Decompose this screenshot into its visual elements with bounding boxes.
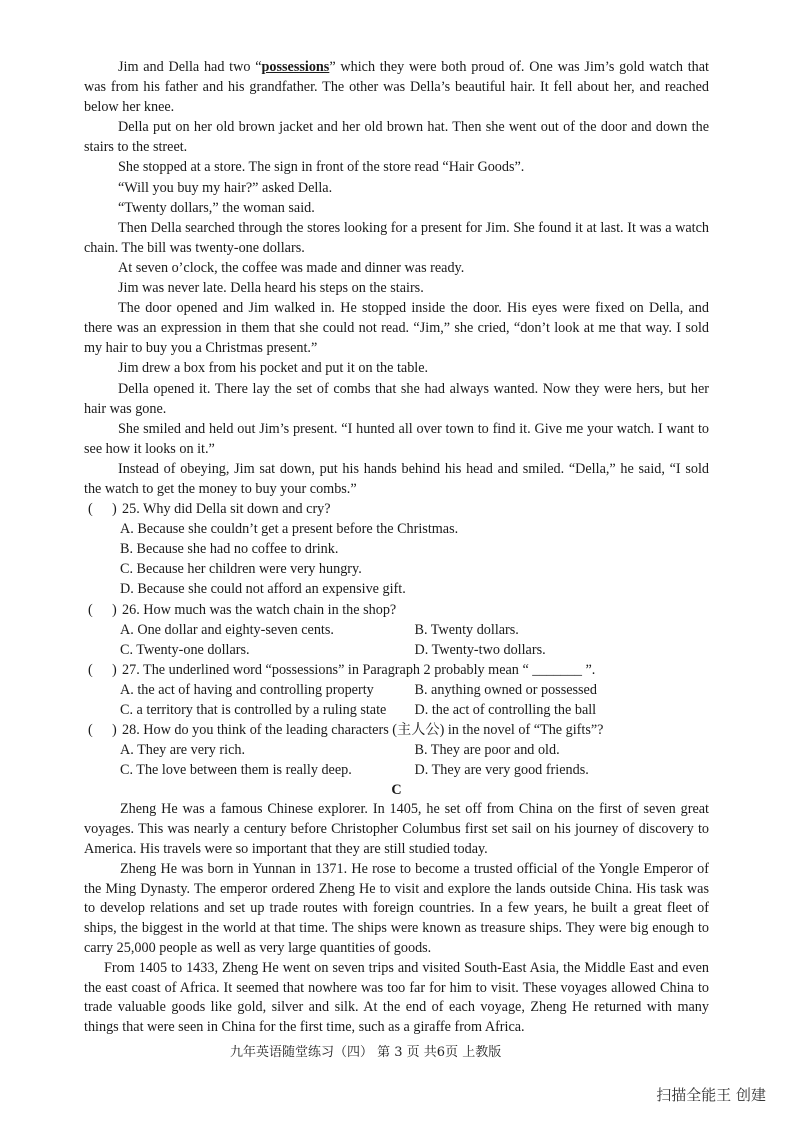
option-c: C. a territory that is controlled by a ruling state [120, 702, 387, 718]
question-stem: 25. Why did Della sit down and cry? [122, 501, 331, 518]
passage-paragraph: Jim drew a box from his pocket and put it on the table. [118, 360, 429, 377]
question-28 [84, 720, 709, 780]
option-c: C. Twenty-one dollars. [120, 641, 250, 658]
option-d: D. Because she could not afford an expensive gift. [120, 581, 406, 598]
reading-b-passage [84, 57, 709, 499]
passage-paragraph: Jim and Della had two “possessions” which they were both proud of. One was Jim’s gold watch that was from his father and his grandfather. The other was Della’s beautiful hair. It fell about her, and reached below her knee. [84, 59, 709, 116]
passage-paragraph: Instead of obeying, Jim sat down, put his hands behind his head and smiled. “Della,” he said, “I sold the watch to get the money to buy your combs.” [84, 460, 709, 497]
option-a: A. Because she couldn’t get a present before the Christmas. [120, 521, 459, 538]
option-c: C. Because her children were very hungry. [120, 561, 362, 578]
option-d: D. Twenty-two dollars. [414, 641, 546, 658]
answer-paren-close: ) [112, 601, 117, 618]
passage-paragraph: Zheng He was born in Yunnan in 1371. He rose to become a trusted official of the Yongle Emperor of the Ming Dynasty. The emperor ordered Zheng He to visit and explore the lands outside China. His task was to develop relations and set up trade routes with foreign countries. In a few years, he built a great fleet of ships, the biggest in the world at that time. The ships were known as treasure ships. They were big enough to carry 25,000 people as well as very large quantities of goods. [84, 860, 709, 957]
option-d: D. They are very good friends. [414, 762, 589, 779]
option-list [84, 620, 709, 660]
passage-paragraph: She stopped at a store. The sign in front of the store read “Hair Goods”. [118, 159, 525, 176]
passage-paragraph: Jim was never late. Della heard his steps on the stairs. [118, 280, 424, 297]
underlined-word: possessions [261, 59, 330, 75]
question-25 [84, 499, 709, 599]
passage-paragraph: The door opened and Jim walked in. He stopped inside the door. His eyes were fixed on Della, and there was an expression in them that she could not read. “Jim,” she cried, “don’t look at me that way. I sold my hair to buy you a Christmas present.” [84, 300, 709, 357]
option-a: A. One dollar and eighty-seven cents. [120, 621, 334, 638]
passage-paragraph: Zheng He was a famous Chinese explorer. In 1405, he set off from China on the first of seven great voyages. This was nearly a century before Christopher Columbus first set sail on his journey of discovery to America. His travels were so important that they are still studied today. [84, 801, 709, 858]
question-stem: 27. The underlined word “possessions” in Paragraph 2 probably mean “ _______ ”. [122, 661, 596, 678]
passage-paragraph: From 1405 to 1433, Zheng He went on seven trips and visited South-East Asia, the Middle East and even the east coast of Africa. It seemed that nowhere was too far for him to visit. These voyages allowed China to trade valuable goods like gold, silver and silk. At the end of each voyage, Zheng He returned with many things that were seen in China for the first time, such as a giraffe from Africa. [84, 959, 709, 1036]
option-a: A. They are very rich. [120, 742, 246, 759]
section-c-heading: C [391, 782, 402, 799]
question-27 [84, 660, 709, 720]
passage-paragraph: She smiled and held out Jim’s present. “I hunted all over town to find it. Give me your watch. I want to see how it looks on it.” [84, 420, 709, 457]
option-d: D. the act of controlling the ball [414, 702, 597, 718]
passage-paragraph: “Will you buy my hair?” asked Della. [118, 179, 333, 196]
answer-paren-open: ( [88, 601, 93, 618]
answer-paren-close: ) [112, 501, 117, 518]
scanner-watermark: 扫描全能王 创建 [656, 1086, 766, 1104]
passage-paragraph: At seven o’clock, the coffee was made and dinner was ready. [118, 259, 465, 276]
option-list [84, 680, 709, 720]
option-list [84, 740, 709, 780]
passage-paragraph: Della put on her old brown jacket and her old brown hat. Then she went out of the door and down the stairs to the street. [84, 119, 709, 156]
question-block [84, 499, 709, 780]
passage-paragraph: “Twenty dollars,” the woman said. [118, 199, 315, 216]
answer-paren-close: ) [112, 722, 117, 739]
passage-paragraph: Then Della searched through the stores looking for a present for Jim. She found it at last. It was a watch chain. The bill was twenty-one dollars. [84, 219, 709, 256]
option-b: B. Because she had no coffee to drink. [120, 541, 339, 558]
question-stem: 28. How do you think of the leading characters (主人公) in the novel of “The gifts”? [122, 722, 604, 739]
option-a: A. the act of having and controlling property [120, 681, 374, 698]
question-26 [84, 600, 709, 660]
passage-paragraph: Della opened it. There lay the set of combs that she had always wanted. Now they were hers, but her hair was gone. [84, 380, 709, 417]
option-b: B. Twenty dollars. [414, 621, 519, 638]
option-c: C. The love between them is really deep. [120, 762, 352, 779]
answer-paren-open: ( [88, 501, 93, 518]
option-b: B. anything owned or possessed [414, 681, 597, 698]
page-footer: 九年英语随堂练习（四） 第 3 页 共6页 上教版 [230, 1045, 502, 1060]
answer-paren-open: ( [88, 661, 93, 678]
worksheet-page [84, 57, 709, 1038]
option-list [84, 519, 709, 599]
answer-paren-close: ) [112, 661, 117, 678]
option-b: B. They are poor and old. [414, 742, 560, 759]
answer-paren-open: ( [88, 722, 93, 739]
question-stem: 26. How much was the watch chain in the shop? [122, 601, 397, 618]
reading-c-passage [84, 800, 709, 1038]
